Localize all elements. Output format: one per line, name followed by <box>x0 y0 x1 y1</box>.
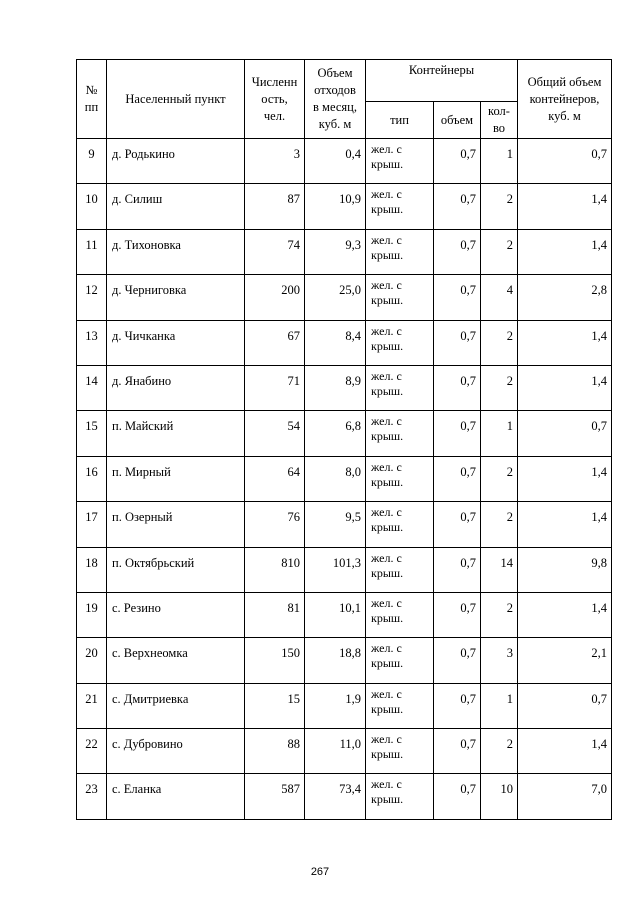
cell-volume: 9,5 <box>305 502 366 547</box>
cell-type-line2: крыш. <box>371 565 404 580</box>
cell-type-line2: крыш. <box>371 520 404 535</box>
table-row <box>77 638 612 683</box>
cell-num: 21 <box>77 683 107 728</box>
cell-type-line2: крыш. <box>371 157 404 171</box>
cell-type-line2: крыш. <box>371 383 404 398</box>
cell-type <box>366 365 434 410</box>
cell-volume: 8,4 <box>305 320 366 365</box>
cell-count: 2 <box>481 729 518 774</box>
cell-type-line2: крыш. <box>371 474 404 489</box>
cell-count: 2 <box>481 456 518 501</box>
cell-num: 10 <box>77 184 107 229</box>
table-row <box>77 275 612 320</box>
cell-cont-volume: 0,7 <box>434 365 481 410</box>
cell-count: 3 <box>481 638 518 683</box>
cell-count: 2 <box>481 320 518 365</box>
cell-population: 15 <box>245 683 305 728</box>
cell-cont-volume: 0,7 <box>434 456 481 501</box>
cell-volume: 18,8 <box>305 638 366 683</box>
cell-cont-volume: 0,7 <box>434 275 481 320</box>
cell-population: 3 <box>245 139 305 184</box>
cell-total: 7,0 <box>518 774 612 819</box>
cell-cont-volume: 0,7 <box>434 229 481 274</box>
cell-num: 16 <box>77 456 107 501</box>
cell-volume: 9,3 <box>305 229 366 274</box>
cell-num: 22 <box>77 729 107 774</box>
page-number: 267 <box>310 866 330 878</box>
cell-type-line1: жел. с <box>371 595 402 610</box>
cell-type-line1: жел. с <box>371 142 402 156</box>
cell-cont-volume: 0,7 <box>434 729 481 774</box>
cell-population: 67 <box>245 320 305 365</box>
cell-type-line2: крыш. <box>371 338 404 353</box>
cell-name: с. Дубровино <box>107 729 245 774</box>
cell-total: 1,4 <box>518 592 612 637</box>
cell-population: 54 <box>245 411 305 456</box>
cell-total: 9,8 <box>518 547 612 592</box>
cell-type <box>366 184 434 229</box>
cell-type <box>366 774 434 819</box>
cell-name: с. Верхнеомка <box>107 638 245 683</box>
cell-name: с. Дмитриевка <box>107 683 245 728</box>
cell-cont-volume: 0,7 <box>434 411 481 456</box>
header-type: тип <box>366 102 434 139</box>
header-population: Численн ость, чел. <box>245 60 305 139</box>
cell-type-line2: крыш. <box>371 656 404 671</box>
header-num: № пп <box>77 60 107 139</box>
cell-cont-volume: 0,7 <box>434 320 481 365</box>
cell-num: 23 <box>77 774 107 819</box>
cell-total: 1,4 <box>518 729 612 774</box>
cell-name: п. Озерный <box>107 502 245 547</box>
cell-type <box>366 139 434 184</box>
cell-type-line2: крыш. <box>371 202 404 217</box>
cell-volume: 10,9 <box>305 184 366 229</box>
cell-population: 88 <box>245 729 305 774</box>
cell-type <box>366 547 434 592</box>
cell-cont-volume: 0,7 <box>434 184 481 229</box>
cell-num: 12 <box>77 275 107 320</box>
header-count: кол- во <box>481 102 518 139</box>
cell-name: п. Мирный <box>107 456 245 501</box>
cell-name: д. Тихоновка <box>107 229 245 274</box>
cell-num: 15 <box>77 411 107 456</box>
cell-volume: 0,4 <box>305 139 366 184</box>
cell-volume: 6,8 <box>305 411 366 456</box>
cell-count: 1 <box>481 139 518 184</box>
cell-total: 1,4 <box>518 229 612 274</box>
cell-count: 2 <box>481 365 518 410</box>
cell-num: 19 <box>77 592 107 637</box>
cell-cont-volume: 0,7 <box>434 139 481 184</box>
cell-type <box>366 592 434 637</box>
cell-type-line2: крыш. <box>371 429 404 444</box>
cell-volume: 8,9 <box>305 365 366 410</box>
cell-type-line1: жел. с <box>371 187 402 202</box>
cell-type-line2: крыш. <box>371 792 404 807</box>
cell-total: 0,7 <box>518 139 612 184</box>
cell-count: 2 <box>481 592 518 637</box>
cell-population: 200 <box>245 275 305 320</box>
header-volume: Объем отходов в месяц, куб. м <box>305 60 366 139</box>
cell-total: 2,8 <box>518 275 612 320</box>
cell-type-line1: жел. с <box>371 641 402 656</box>
cell-cont-volume: 0,7 <box>434 592 481 637</box>
cell-type-line1: жел. с <box>371 732 402 747</box>
table-row <box>77 502 612 547</box>
cell-population: 810 <box>245 547 305 592</box>
cell-count: 2 <box>481 502 518 547</box>
cell-type <box>366 229 434 274</box>
table-row <box>77 774 612 819</box>
cell-population: 74 <box>245 229 305 274</box>
cell-volume: 101,3 <box>305 547 366 592</box>
cell-type-line1: жел. с <box>371 414 402 429</box>
cell-type-line1: жел. с <box>371 368 402 383</box>
table-row <box>77 456 612 501</box>
table-row <box>77 592 612 637</box>
cell-name: д. Янабино <box>107 365 245 410</box>
table-row <box>77 547 612 592</box>
cell-type <box>366 320 434 365</box>
cell-count: 1 <box>481 683 518 728</box>
header-cont-volume: объем <box>434 102 481 139</box>
cell-name: д. Чичканка <box>107 320 245 365</box>
cell-num: 13 <box>77 320 107 365</box>
cell-volume: 10,1 <box>305 592 366 637</box>
waste-containers-table <box>76 59 612 820</box>
cell-type-line1: жел. с <box>371 323 402 338</box>
cell-type-line1: жел. с <box>371 550 402 565</box>
cell-num: 20 <box>77 638 107 683</box>
table-row <box>77 229 612 274</box>
cell-name: с. Еланка <box>107 774 245 819</box>
cell-num: 14 <box>77 365 107 410</box>
cell-type-line1: жел. с <box>371 459 402 474</box>
table-row <box>77 365 612 410</box>
cell-cont-volume: 0,7 <box>434 638 481 683</box>
cell-type-line1: жел. с <box>371 686 402 701</box>
table-body <box>77 139 612 820</box>
table-row <box>77 729 612 774</box>
header-total: Общий объем контейнеров, куб. м <box>518 60 612 139</box>
cell-type-line1: жел. с <box>371 278 402 293</box>
table-row <box>77 139 612 184</box>
cell-name: с. Резино <box>107 592 245 637</box>
cell-name: д. Силиш <box>107 184 245 229</box>
cell-name: п. Майский <box>107 411 245 456</box>
cell-cont-volume: 0,7 <box>434 683 481 728</box>
cell-population: 587 <box>245 774 305 819</box>
cell-count: 10 <box>481 774 518 819</box>
cell-total: 1,4 <box>518 502 612 547</box>
table-row <box>77 411 612 456</box>
cell-type <box>366 275 434 320</box>
cell-name: д. Родькино <box>107 139 245 184</box>
cell-volume: 1,9 <box>305 683 366 728</box>
cell-type-line2: крыш. <box>371 293 404 308</box>
cell-population: 150 <box>245 638 305 683</box>
cell-count: 2 <box>481 184 518 229</box>
cell-cont-volume: 0,7 <box>434 502 481 547</box>
cell-cont-volume: 0,7 <box>434 547 481 592</box>
cell-population: 64 <box>245 456 305 501</box>
cell-num: 17 <box>77 502 107 547</box>
cell-population: 81 <box>245 592 305 637</box>
cell-total: 0,7 <box>518 683 612 728</box>
cell-type <box>366 456 434 501</box>
cell-total: 0,7 <box>518 411 612 456</box>
cell-volume: 11,0 <box>305 729 366 774</box>
cell-type <box>366 729 434 774</box>
cell-num: 18 <box>77 547 107 592</box>
cell-count: 14 <box>481 547 518 592</box>
cell-type-line2: крыш. <box>371 701 404 716</box>
cell-volume: 73,4 <box>305 774 366 819</box>
cell-type <box>366 683 434 728</box>
cell-type-line2: крыш. <box>371 247 404 262</box>
cell-type-line2: крыш. <box>371 747 404 762</box>
cell-num: 11 <box>77 229 107 274</box>
cell-type-line1: жел. с <box>371 777 402 792</box>
cell-population: 76 <box>245 502 305 547</box>
table-row <box>77 184 612 229</box>
cell-total: 1,4 <box>518 456 612 501</box>
cell-volume: 8,0 <box>305 456 366 501</box>
cell-count: 1 <box>481 411 518 456</box>
cell-type-line2: крыш. <box>371 610 404 625</box>
header-row-1 <box>77 60 612 102</box>
cell-type <box>366 638 434 683</box>
cell-total: 1,4 <box>518 184 612 229</box>
cell-total: 1,4 <box>518 365 612 410</box>
cell-cont-volume: 0,7 <box>434 774 481 819</box>
header-containers: Контейнеры <box>366 60 518 102</box>
cell-type <box>366 502 434 547</box>
cell-population: 87 <box>245 184 305 229</box>
cell-type-line1: жел. с <box>371 505 402 520</box>
cell-population: 71 <box>245 365 305 410</box>
cell-total: 1,4 <box>518 320 612 365</box>
table-row <box>77 683 612 728</box>
cell-name: д. Черниговка <box>107 275 245 320</box>
cell-num: 9 <box>77 139 107 184</box>
cell-total: 2,1 <box>518 638 612 683</box>
cell-count: 2 <box>481 229 518 274</box>
cell-name: п. Октябрьский <box>107 547 245 592</box>
table-row <box>77 320 612 365</box>
cell-count: 4 <box>481 275 518 320</box>
cell-volume: 25,0 <box>305 275 366 320</box>
header-name: Населенный пункт <box>107 60 245 139</box>
cell-type-line1: жел. с <box>371 232 402 247</box>
cell-type <box>366 411 434 456</box>
